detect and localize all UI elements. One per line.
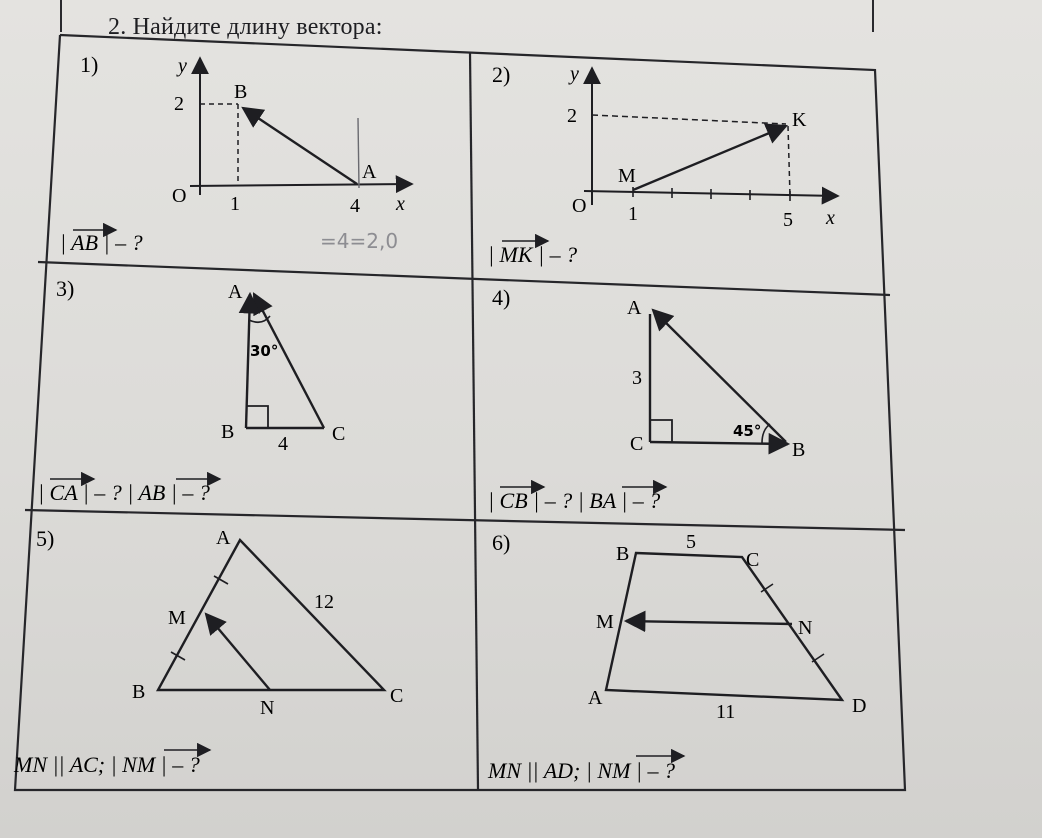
p1-point-a: A (362, 161, 377, 183)
p4-point-a: A (627, 297, 642, 319)
problem-1-number: 1) (80, 52, 99, 77)
problem-5-number: 5) (36, 526, 55, 551)
p4-angle-arc (762, 424, 770, 443)
p6-top-base: 5 (686, 531, 696, 553)
p2-tick-x2: 5 (783, 209, 793, 231)
vector-ba-arrow (653, 310, 786, 442)
vector-ab-arrow-3 (246, 294, 250, 428)
p4-angle-label: 45° (733, 422, 762, 440)
p3-point-c: C (332, 423, 346, 445)
p4-right-angle (650, 420, 672, 442)
p6-point-a: A (588, 687, 603, 709)
p1-tick-y: 2 (174, 93, 184, 115)
p1-y-label: y (178, 55, 187, 77)
problem-6-question: MN || AD; | NM | – ? (488, 758, 675, 783)
p6-point-m: M (596, 611, 614, 633)
problem-4-question: | CB | – ? | BA | – ? (488, 488, 661, 513)
p2-tick-y: 2 (567, 105, 577, 127)
p5-point-a: A (216, 527, 231, 549)
vector-ab-arrow (243, 108, 357, 184)
vector-cb-arrow (650, 442, 788, 444)
p5-point-m: M (168, 607, 186, 629)
problem-4 (488, 285, 805, 513)
p1-origin: O (172, 185, 187, 207)
p5-point-c: C (390, 685, 404, 707)
p3-right-angle (246, 406, 268, 428)
problem-1 (60, 52, 412, 255)
p4-point-b: B (792, 439, 806, 461)
problem-5 (13, 526, 403, 777)
p1-x-axis (190, 184, 412, 186)
p2-tick-x1: 1 (628, 203, 638, 225)
p5-point-n: N (260, 697, 275, 719)
vector-ca-arrow (254, 294, 324, 428)
p5-side-label: 12 (314, 591, 334, 613)
p6-point-c: C (746, 549, 760, 571)
problem-2-number: 2) (492, 62, 511, 87)
problem-5-question: MN || AC; | NM | – ? (14, 752, 200, 777)
p1-tick-x2: 4 (350, 195, 360, 217)
p6-point-b: B (616, 543, 630, 565)
triangle-abc (158, 540, 384, 690)
p5-point-b: B (132, 681, 146, 703)
problem-2-question: | MK | – ? (488, 242, 578, 267)
p3-angle-label: 30° (250, 342, 279, 360)
p3-side-label: 4 (278, 433, 288, 455)
p2-point-m: M (618, 165, 636, 187)
vector-mk-arrow (633, 126, 786, 190)
p6-point-d: D (852, 695, 867, 717)
task-heading: 2. Найдите длину вектора: (108, 14, 383, 40)
vector-nm-arrow (206, 614, 270, 690)
p2-origin: O (572, 195, 587, 217)
p3-point-a: A (228, 281, 243, 303)
problem-4-number: 4) (492, 285, 511, 310)
p2-y-label: y (570, 63, 579, 85)
p1-pencil-note: =4=2,0 (320, 229, 399, 253)
problem-2 (488, 62, 838, 267)
problem-6-number: 6) (492, 530, 511, 555)
p1-tick-x1: 1 (230, 193, 240, 215)
p2-dash-v (788, 126, 790, 196)
problem-3-number: 3) (56, 276, 75, 301)
problem-3 (38, 276, 345, 505)
p1-pencil-line (358, 118, 359, 188)
p2-point-k: K (792, 109, 807, 131)
p4-side-label: 3 (632, 367, 642, 389)
p6-bottom-base: 11 (716, 701, 736, 723)
table-lines (15, 35, 905, 790)
p2-x-label: x (826, 207, 835, 229)
problem-6 (487, 530, 866, 783)
p2-dash-h (592, 115, 786, 124)
vector-nm-arrow-6 (626, 621, 792, 624)
p1-x-label: x (396, 193, 405, 215)
problem-1-question: | AB | – ? (60, 230, 143, 255)
problem-3-question: | CA | – ? | AB | – ? (38, 480, 210, 505)
p4-point-c: C (630, 433, 644, 455)
p1-point-b: B (234, 81, 248, 103)
p3-point-b: B (221, 421, 235, 443)
p6-point-n: N (798, 617, 813, 639)
